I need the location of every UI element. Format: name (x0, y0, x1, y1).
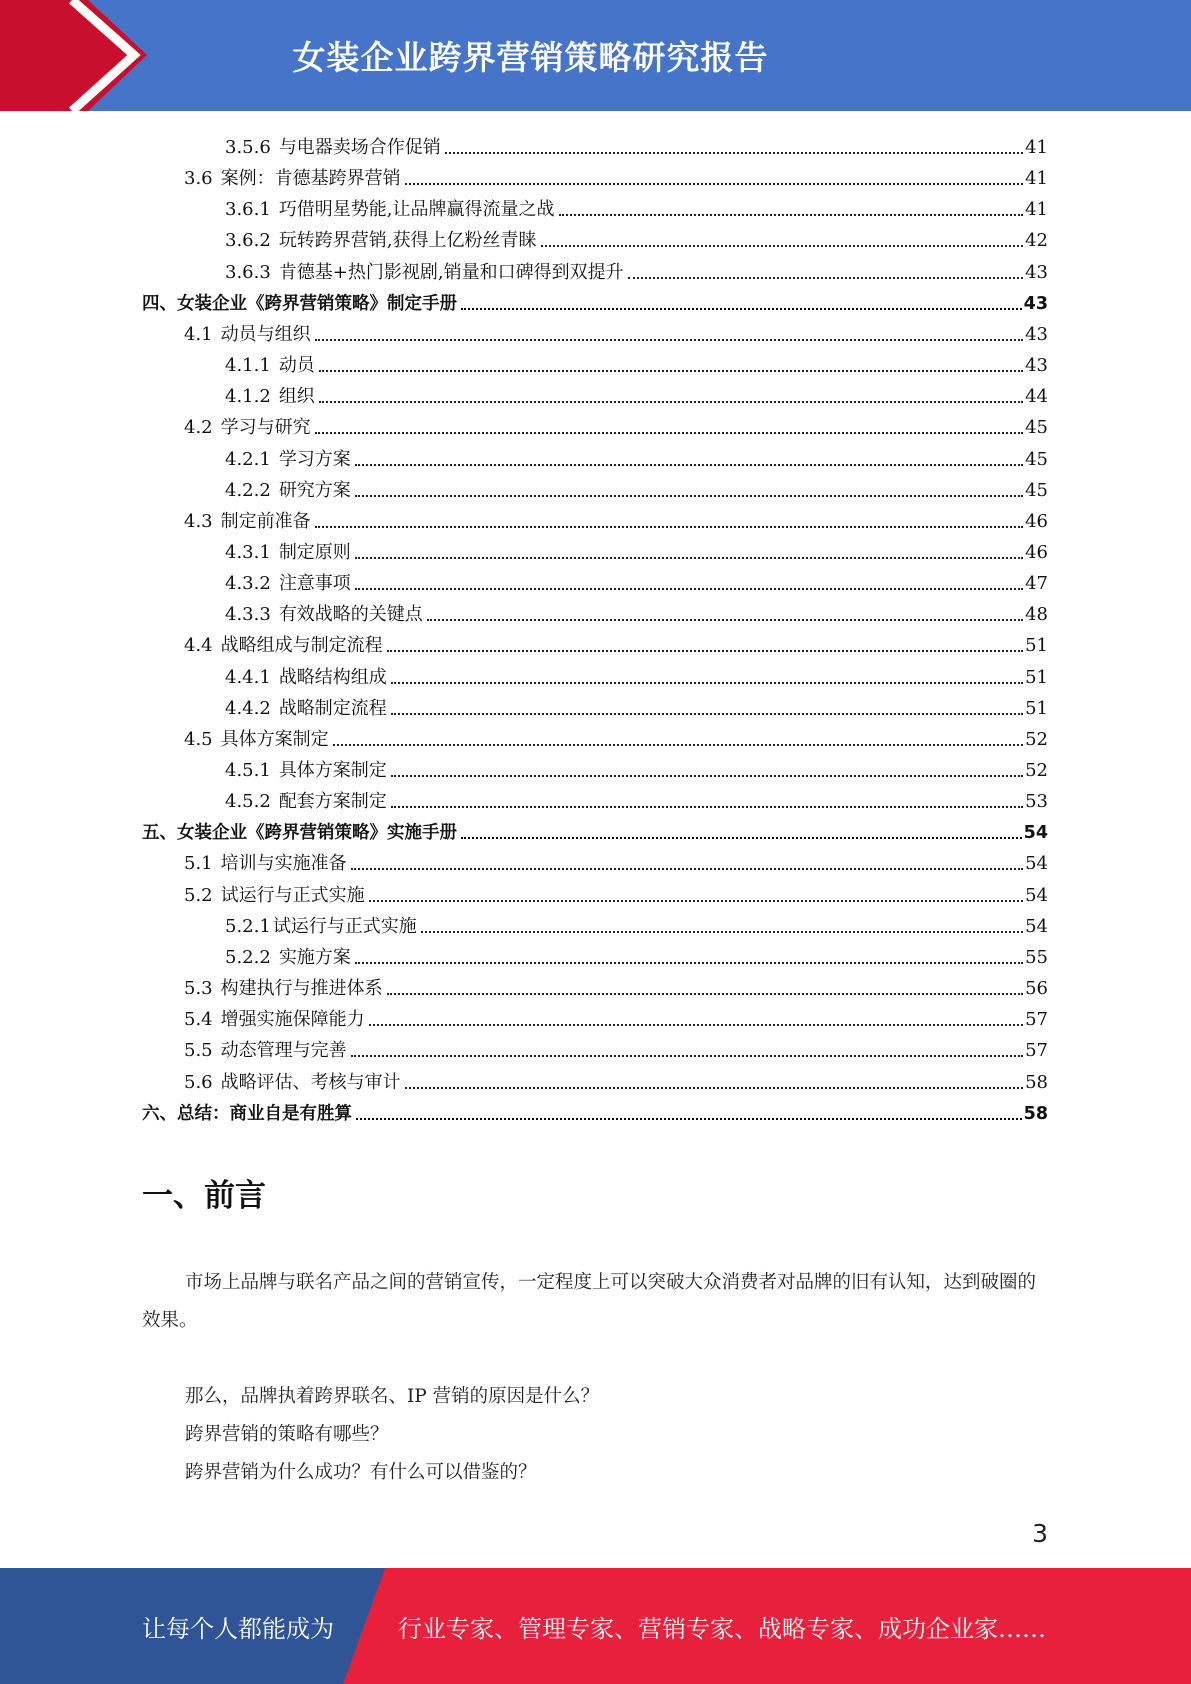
toc-entry[interactable] (225, 907, 1048, 938)
toc-entry[interactable] (225, 471, 1048, 502)
toc-dot-leader (461, 308, 1022, 310)
toc-entry-title: 动态管理与完善 (220, 1040, 347, 1062)
intro-paragraph: 市场上品牌与联名产品之间的营销宣传，一定程度上可以突破大众消费者对品牌的旧有认知，达到破圈的效果。 (142, 1272, 1037, 1331)
toc-entry-title: 配套方案制定 (278, 791, 387, 813)
toc-page-number: 55 (1025, 946, 1048, 968)
toc-page-number: 46 (1025, 541, 1048, 563)
toc-entry-number: 4.5.2 (225, 791, 271, 813)
toc-page-number: 45 (1025, 479, 1048, 501)
toc-page-number: 43 (1023, 293, 1048, 314)
toc-entry-title: 注意事项 (278, 573, 351, 595)
toc-entry-title: 与电器卖场合作促销 (278, 137, 441, 158)
toc-entry-title: 培训与实施准备 (220, 853, 347, 875)
toc-dot-leader (351, 868, 1023, 870)
toc-entry-title: 学习方案 (278, 448, 351, 470)
toc-entry-title: 实施方案 (278, 946, 351, 968)
toc-entry[interactable] (184, 876, 1048, 907)
toc-dot-leader (391, 775, 1023, 777)
toc-entry[interactable] (184, 159, 1048, 190)
toc-entry-title: 具体方案制定 (220, 728, 329, 750)
toc-entry[interactable] (225, 346, 1048, 377)
page-number: 3 (1032, 1519, 1048, 1548)
toc-entry-number: 4.4.1 (225, 666, 271, 688)
toc-dot-leader (391, 806, 1023, 808)
toc-entry-number: 3.6.3 (225, 261, 271, 283)
toc-entry[interactable] (184, 1000, 1048, 1031)
toc-page-number: 57 (1025, 1009, 1048, 1031)
toc-entry[interactable] (225, 751, 1048, 782)
toc-page-number: 58 (1023, 1103, 1048, 1124)
toc-entry-number: 4.1.2 (225, 386, 271, 408)
toc-entry[interactable] (225, 440, 1048, 471)
toc-page-number: 54 (1025, 884, 1048, 906)
toc-entry[interactable] (184, 1031, 1048, 1062)
toc-entry[interactable] (225, 253, 1048, 284)
toc-page-number: 41 (1025, 137, 1048, 158)
toc-entry-number: 4.3.3 (225, 604, 271, 626)
toc-entry[interactable] (225, 128, 1048, 159)
toc-page-number: 54 (1025, 853, 1048, 875)
toc-entry-number: 4.1 (184, 323, 213, 345)
toc-entry-title: 试运行与正式实施 (220, 884, 365, 906)
toc-dot-leader (351, 1055, 1023, 1057)
toc-page-number: 51 (1025, 697, 1048, 719)
toc-dot-leader (421, 931, 1023, 933)
toc-entry[interactable] (225, 377, 1048, 408)
toc-page-number: 53 (1025, 791, 1048, 813)
toc-entry-number: 3.6.2 (225, 230, 271, 252)
toc-dot-leader (369, 900, 1023, 902)
toc-entry-number: 5.2 (184, 884, 213, 906)
toc-page-number: 46 (1025, 510, 1048, 532)
toc-dot-leader (387, 650, 1023, 652)
toc-dot-leader (445, 152, 1023, 154)
header-bar (0, 0, 1191, 111)
toc-entry-title: 制定前准备 (220, 510, 311, 532)
toc-page-number: 43 (1025, 355, 1048, 377)
document-title: 女装企业跨界营销策略研究报告 (292, 38, 769, 77)
toc-entry-number: 4.1.1 (225, 355, 271, 377)
toc-entry-number: 4.2.2 (225, 479, 271, 501)
toc-entry-title: 五、女装企业《跨界营销策略》实施手册 (142, 823, 457, 844)
toc-entry-title: 构建执行与推进体系 (220, 978, 383, 1000)
toc-entry-title: 肯德基+热门影视剧,销量和口碑得到双提升 (278, 261, 624, 283)
toc-dot-leader (369, 1024, 1023, 1026)
toc-entry[interactable] (184, 408, 1048, 439)
toc-chapter-entry[interactable] (142, 1094, 1048, 1125)
toc-entry-title: 战略制定流程 (278, 697, 387, 719)
toc-entry-title: 动员 (278, 355, 315, 377)
toc-entry-number: 5.5 (184, 1040, 213, 1062)
toc-entry-number: 4.2.1 (225, 448, 271, 470)
toc-page-number: 56 (1025, 978, 1048, 1000)
toc-entry-number: 3.5.6 (225, 137, 271, 158)
toc-dot-leader (391, 713, 1023, 715)
toc-dot-leader (315, 526, 1023, 528)
toc-dot-leader (355, 464, 1023, 466)
toc-page-number: 41 (1025, 168, 1048, 190)
toc-dot-leader (355, 557, 1023, 559)
toc-entry-title: 具体方案制定 (278, 760, 387, 781)
toc-entry-title: 增强实施保障能力 (220, 1009, 365, 1031)
toc-entry[interactable] (225, 689, 1048, 720)
toc-entry-number: 4.3 (184, 510, 213, 532)
toc-entry[interactable] (225, 658, 1048, 689)
toc-entry-title: 试运行与正式实施 (272, 915, 417, 937)
toc-page-number: 54 (1023, 823, 1048, 844)
toc-dot-leader (315, 432, 1023, 434)
toc-entry[interactable] (225, 190, 1048, 221)
toc-entry[interactable] (225, 564, 1048, 595)
toc-entry-number: 3.6.1 (225, 199, 271, 221)
toc-entry-title: 玩转跨界营销,获得上亿粉丝青睐 (278, 230, 537, 252)
toc-entry[interactable] (184, 844, 1048, 875)
toc-entry-title: 四、女装企业《跨界营销策略》制定手册 (142, 293, 457, 314)
toc-entry-number: 5.6 (184, 1071, 213, 1093)
toc-chapter-entry[interactable] (142, 284, 1048, 315)
toc-entry-title: 战略结构组成 (278, 666, 387, 688)
toc-dot-leader (315, 339, 1023, 341)
toc-page-number: 45 (1025, 417, 1048, 439)
toc-page-number: 44 (1025, 386, 1048, 408)
toc-entry-number: 5.1 (184, 853, 213, 875)
toc-dot-leader (391, 682, 1023, 684)
footer-banner (0, 1568, 1191, 1684)
toc-entry-number: 4.4.2 (225, 697, 271, 719)
toc-page-number: 52 (1025, 760, 1048, 781)
toc-dot-leader (427, 619, 1023, 621)
toc-dot-leader (559, 214, 1024, 216)
toc-entry-title: 巧借明星势能,让品牌赢得流量之战 (278, 199, 555, 221)
question-line: 跨界营销为什么成功？有什么可以借鉴的？ (185, 1462, 537, 1483)
toc-dot-leader (355, 495, 1023, 497)
toc-page-number: 57 (1025, 1040, 1048, 1062)
section-heading: 一、前言 (142, 1178, 266, 1214)
toc-entry[interactable] (225, 595, 1048, 626)
toc-page-number: 51 (1025, 666, 1048, 688)
question-line: 那么，品牌执着跨界联名、IP 营销的原因是什么？ (185, 1386, 600, 1407)
toc-entry-title: 战略评估、考核与审计 (220, 1071, 401, 1093)
toc-page-number: 43 (1025, 323, 1048, 345)
toc-dot-leader (355, 962, 1023, 964)
toc-dot-leader (405, 1087, 1023, 1089)
toc-entry-number: 4.3.2 (225, 573, 271, 595)
toc-entry[interactable] (184, 502, 1048, 533)
toc-dot-leader (355, 588, 1023, 590)
toc-entry-number: 4.5 (184, 728, 213, 750)
footer-slogan-left: 让每个人都能成为 (142, 1614, 334, 1643)
toc-entry-number: 5.2.2 (225, 946, 271, 968)
toc-entry[interactable] (184, 1063, 1048, 1094)
toc-dot-leader (461, 837, 1022, 839)
toc-entry[interactable] (225, 533, 1048, 564)
toc-entry-number: 4.2 (184, 417, 213, 439)
toc-entry[interactable] (225, 938, 1048, 969)
toc-page-number: 47 (1025, 573, 1048, 595)
toc-entry-title: 战略组成与制定流程 (220, 635, 383, 657)
footer-slogan-right: 行业专家、管理专家、营销专家、战略专家、成功企业家…… (398, 1614, 1046, 1643)
toc-dot-leader (541, 245, 1024, 247)
toc-dot-leader (387, 993, 1023, 995)
question-line: 跨界营销的策略有哪些？ (185, 1424, 389, 1445)
toc-entry-title: 组织 (278, 386, 315, 408)
toc-entry-number: 4.4 (184, 635, 213, 657)
toc-entry-title: 有效战略的关键点 (278, 604, 423, 626)
toc-entry[interactable] (184, 720, 1048, 751)
toc-page-number: 43 (1025, 261, 1048, 283)
toc-entry-number: 4.5.1 (225, 760, 271, 781)
toc-dot-leader (319, 370, 1023, 372)
toc-entry-title: 学习与研究 (220, 417, 311, 439)
toc-page-number: 42 (1025, 230, 1048, 252)
toc-page-number: 51 (1025, 635, 1048, 657)
toc-page-number: 41 (1025, 199, 1048, 221)
toc-dot-leader (405, 183, 1023, 185)
toc-dot-leader (333, 744, 1023, 746)
toc-entry[interactable] (184, 315, 1048, 346)
toc-page-number: 45 (1025, 448, 1048, 470)
toc-page-number: 52 (1025, 728, 1048, 750)
toc-dot-leader (356, 1118, 1022, 1120)
toc-entry-number: 5.2.1 (225, 915, 271, 937)
toc-entry[interactable] (225, 782, 1048, 813)
toc-entry[interactable] (184, 969, 1048, 1000)
toc-entry-title: 研究方案 (278, 479, 351, 501)
toc-entry-title: 案例：肯德基跨界营销 (220, 168, 401, 190)
toc-page-number: 48 (1025, 604, 1048, 626)
toc-dot-leader (319, 401, 1023, 403)
toc-entry-number: 5.3 (184, 978, 213, 1000)
toc-page-number: 54 (1025, 915, 1048, 937)
toc-entry-title: 动员与组织 (220, 323, 311, 345)
toc-entry-title: 六、总结：商业自是有胜算 (142, 1103, 352, 1124)
toc-entry-number: 3.6 (184, 168, 213, 190)
toc-entry[interactable] (225, 221, 1048, 252)
toc-entry-title: 制定原则 (278, 541, 351, 563)
toc-chapter-entry[interactable] (142, 813, 1048, 844)
toc-entry-number: 4.3.1 (225, 541, 271, 563)
toc-entry-number: 5.4 (184, 1009, 213, 1031)
toc-entry[interactable] (184, 626, 1048, 657)
toc-dot-leader (628, 277, 1023, 279)
toc-page-number: 58 (1025, 1071, 1048, 1093)
